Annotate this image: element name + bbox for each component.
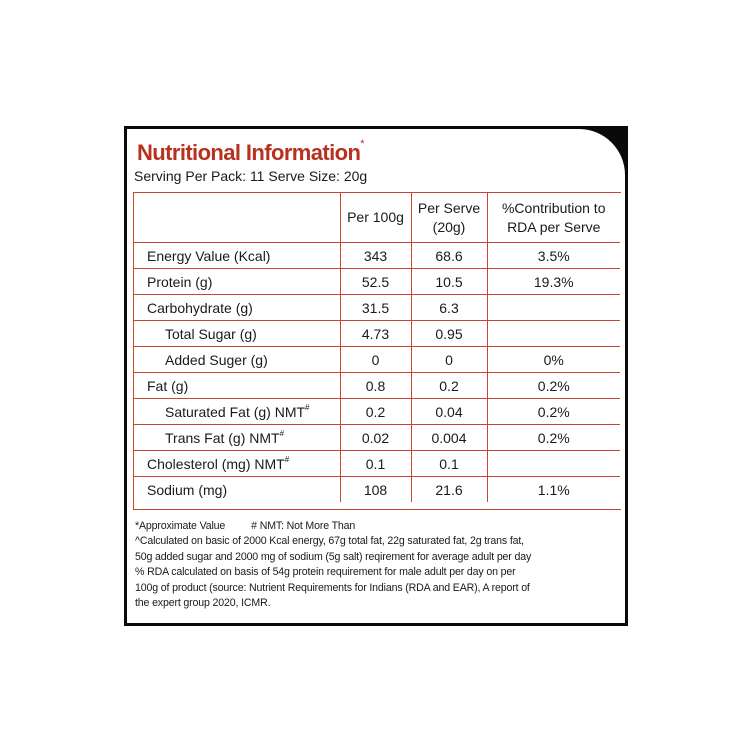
table-row <box>134 477 620 503</box>
table-row <box>134 399 620 425</box>
table-header-row <box>134 193 620 243</box>
nutrient-name: Added Suger (g) <box>134 347 340 373</box>
nutrient-name: Total Sugar (g) <box>134 321 340 347</box>
per-100g-value: 0.8 <box>340 373 411 399</box>
per-100g-value: 4.73 <box>340 321 411 347</box>
per-100g-value: 52.5 <box>340 269 411 295</box>
nmt-mark: # <box>305 402 310 412</box>
rda-value <box>487 321 620 347</box>
rda-value: 0.2% <box>487 373 620 399</box>
footnote-approx: *Approximate Value <box>135 520 226 532</box>
header-rda: %Contribution to RDA per Serve <box>487 193 620 243</box>
per-serve-value: 10.5 <box>411 269 487 295</box>
header-per-serve: Per Serve (20g) <box>411 193 487 243</box>
header-per-100g: Per 100g <box>340 193 411 243</box>
rda-value: 19.3% <box>487 269 620 295</box>
footnote-line: 100g of product (source: Nutrient Requirements for Indians (RDA and EAR), A report of <box>135 581 530 594</box>
per-serve-value: 21.6 <box>411 477 487 503</box>
per-100g-value: 0.02 <box>340 425 411 451</box>
table-row <box>134 451 620 477</box>
per-serve-value: 68.6 <box>411 243 487 269</box>
per-100g-value: 343 <box>340 243 411 269</box>
nutrient-name: Carbohydrate (g) <box>134 295 340 321</box>
table-row <box>134 321 620 347</box>
table-row <box>134 243 620 269</box>
per-100g-value: 0.2 <box>340 399 411 425</box>
footnote-line: ^Calculated on basic of 2000 Kcal energy, 67g total fat, 22g saturated fat, 2g trans fat, <box>135 535 524 548</box>
footnote-line: % RDA calculated on basis of 54g protein requirement for male adult per day on per <box>135 566 516 579</box>
table-row <box>134 425 620 451</box>
per-serve-value: 6.3 <box>411 295 487 321</box>
per-serve-value: 0.004 <box>411 425 487 451</box>
rda-value: 0.2% <box>487 399 620 425</box>
table-row <box>134 373 620 399</box>
footnote-line: the expert group 2020, ICMR. <box>135 597 271 610</box>
label-frame <box>124 126 628 626</box>
per-serve-value: 0.1 <box>411 451 487 477</box>
footnote-legend <box>135 519 621 534</box>
nutrient-name: Fat (g) <box>134 373 340 399</box>
nutrient-name: Cholesterol (mg) NMT# <box>134 451 340 477</box>
per-serve-value: 0.04 <box>411 399 487 425</box>
footnote-nmt: # NMT: Not More Than <box>251 520 356 532</box>
per-100g-value: 31.5 <box>340 295 411 321</box>
nutrient-name: Sodium (mg) <box>134 477 340 503</box>
rda-value: 0% <box>487 347 620 373</box>
per-serve-value: 0 <box>411 347 487 373</box>
label-title: Nutritional Information* <box>137 138 364 165</box>
rda-value <box>487 295 620 321</box>
nutrition-table <box>133 192 621 510</box>
footnote-line: 50g added sugar and 2000 mg of sodium (5g salt) reqirement for average adult per day <box>135 550 532 563</box>
table-row <box>134 269 620 295</box>
per-100g-value: 108 <box>340 477 411 503</box>
per-serve-value: 0.95 <box>411 321 487 347</box>
per-100g-value: 0 <box>340 347 411 373</box>
title-mark: * <box>360 138 364 150</box>
per-serve-value: 0.2 <box>411 373 487 399</box>
nutrient-name: Protein (g) <box>134 269 340 295</box>
nutrient-name: Energy Value (Kcal) <box>134 243 340 269</box>
header-nutrient <box>134 193 340 243</box>
nmt-mark: # <box>284 454 290 464</box>
per-100g-value: 0.1 <box>340 451 411 477</box>
rda-value: 1.1% <box>487 477 620 503</box>
rda-value: 3.5% <box>487 243 620 269</box>
nutrition-label <box>127 129 625 623</box>
rda-value: 0.2% <box>487 425 620 451</box>
nutrient-name: Saturated Fat (g) NMT# <box>134 399 340 425</box>
serving-info: Serving Per Pack: 11 Serve Size: 20g <box>134 168 368 184</box>
table-row <box>134 347 620 373</box>
nutrient-name: Trans Fat (g) NMT# <box>134 425 340 451</box>
nmt-mark: # <box>279 428 285 438</box>
table-row <box>134 295 620 321</box>
rda-value <box>487 451 620 477</box>
footnotes <box>135 519 621 611</box>
